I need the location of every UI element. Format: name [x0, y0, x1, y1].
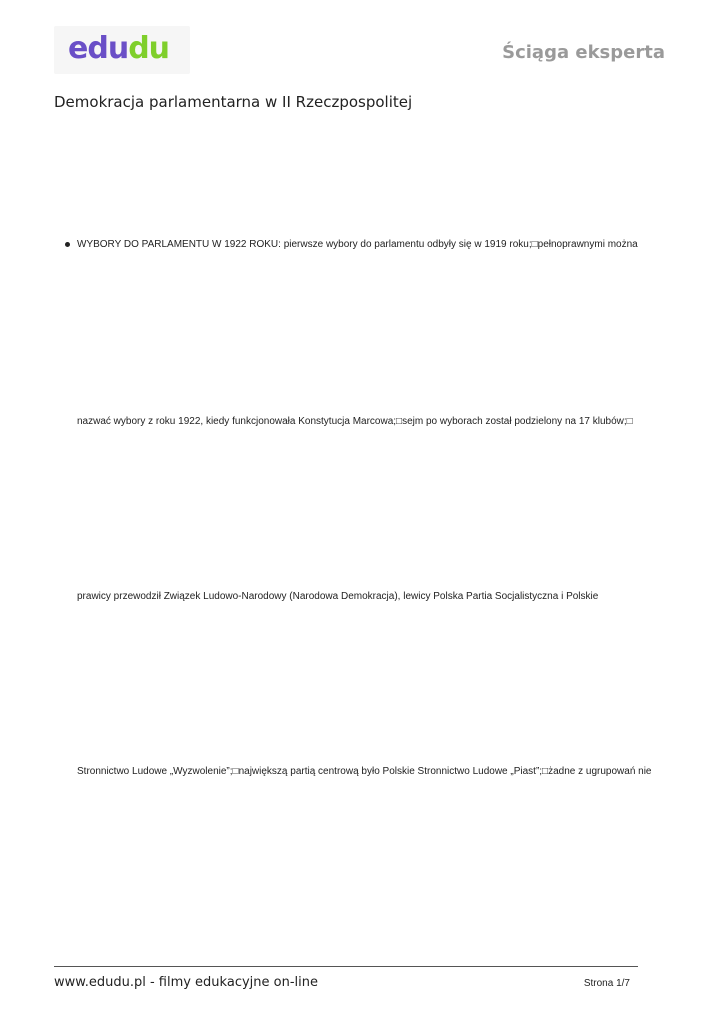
logo-part-edu: edu [68, 31, 129, 66]
text-line-1: WYBORY DO PARLAMENTU W 1922 ROKU: pierwsze wybory do parlamentu odbyły się w 1919 roku;□pełnoprawnymi można [77, 239, 638, 250]
footer-divider [54, 966, 638, 967]
bullet-icon [65, 242, 70, 247]
logo[interactable] [54, 26, 190, 74]
logo-part-du: du [128, 31, 170, 66]
header-badge: Ściąga eksperta [502, 42, 665, 63]
logo-text [68, 30, 169, 68]
footer-site-link[interactable]: www.edudu.pl - filmy edukacyjne on-line [54, 975, 318, 990]
text-line-2: nazwać wybory z roku 1922, kiedy funkcjonowała Konstytucja Marcowa;□sejm po wyborach został podzielony na 17 klubów;□ [77, 416, 633, 427]
page-number: Strona 1/7 [583, 978, 630, 989]
page-title: Demokracja parlamentarna w II Rzeczpospolitej [54, 93, 413, 111]
text-line-3: prawicy przewodził Związek Ludowo-Narodowy (Narodowa Demokracja), lewicy Polska Partia Socjalistyczna i Polskie [77, 591, 599, 602]
text-line-4: Stronnictwo Ludowe „Wyzwolenie”;□największą partią centrową było Polskie Stronnictwo Ludowe „Piast”;□żadne z ugrupowań nie [77, 766, 652, 777]
